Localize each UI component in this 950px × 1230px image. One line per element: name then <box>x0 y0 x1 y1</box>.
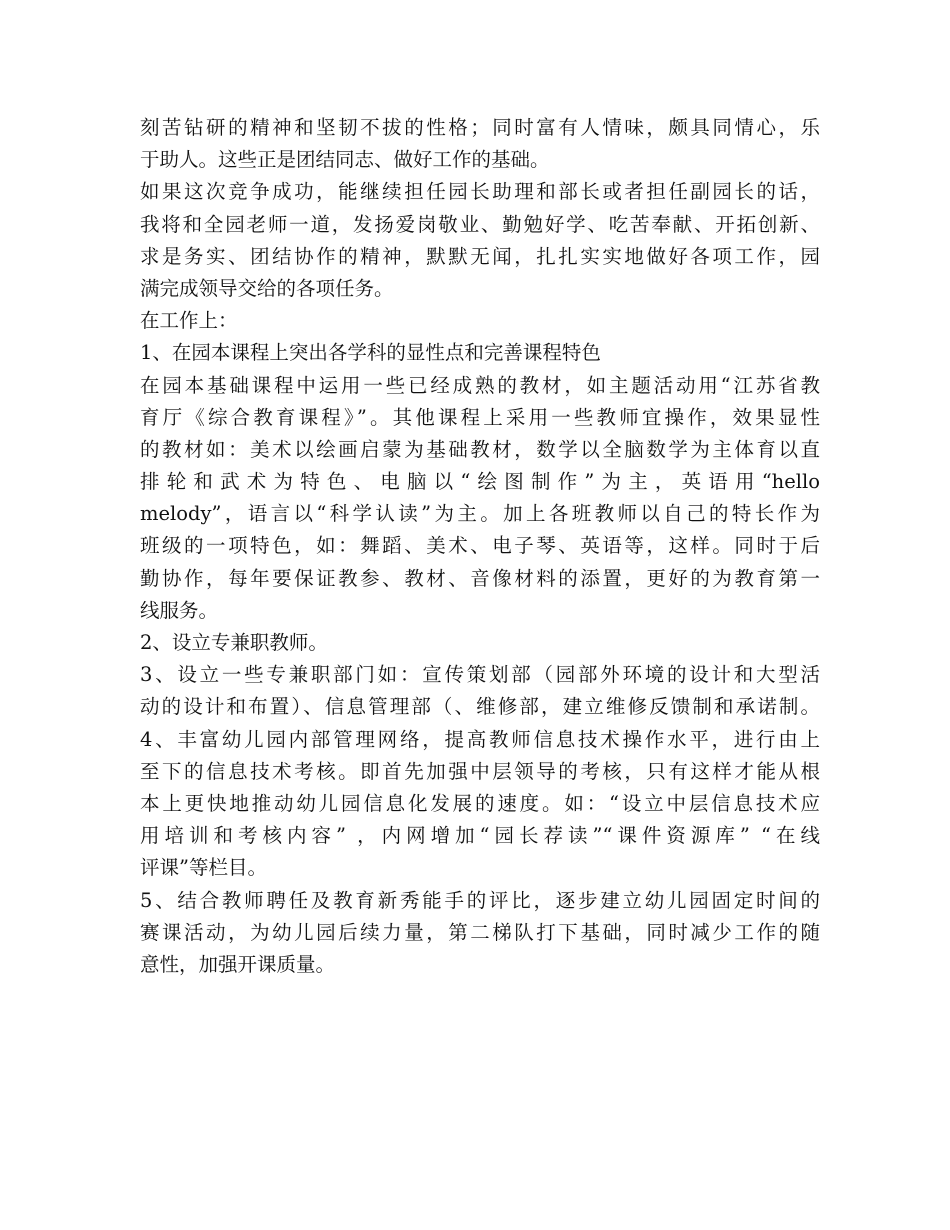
text-line: 排轮和武术为特色、电脑以“绘图制作”为主，英语用“hello <box>140 470 820 494</box>
text-line: 在园本基础课程中运用一些已经成熟的教材，如主题活动用“江苏省教 <box>140 373 820 397</box>
text-line: 育厅《综合教育课程》”。其他课程上采用一些教师宜操作，效果显性 <box>140 405 820 429</box>
section-heading: 在工作上： <box>140 309 238 333</box>
text-line: 动的设计和布置）、信息管理部（、维修部，建立维修反馈制和承诺制。 <box>140 695 820 719</box>
text-line: 本上更快地推动幼儿园信息化发展的速度。如：“设立中层信息技术应 <box>140 791 820 815</box>
list-item: 5、结合教师聘任及教育新秀能手的评比，逐步建立幼儿园固定时间的 <box>140 888 820 912</box>
text-line: 评课”等栏目。 <box>140 856 267 880</box>
text-line: 勤协作，每年要保证教参、教材、音像材料的添置，更好的为教育第一 <box>140 566 820 590</box>
text-line: 用培训和考核内容” ，内网增加“园长荐读”“课件资源库” “在线 <box>140 824 820 848</box>
text-line: 如果这次竞争成功，能继续担任园长助理和部长或者担任副园长的话， <box>140 180 820 204</box>
text-line: 的教材如：美术以绘画启蒙为基础教材，数学以全脑数学为主体育以直 <box>140 437 820 461</box>
text-line: 线服务。 <box>140 598 219 622</box>
list-item: 3、设立一些专兼职部门如：宣传策划部（园部外环境的设计和大型活 <box>140 663 820 687</box>
text-line: 我将和全园老师一道，发扬爱岗敬业、勤勉好学、吃苦奉献、开拓创新、 <box>140 212 820 236</box>
text-line: melody”，语言以“科学认读”为主。加上各班教师以自己的特长作为 <box>140 502 820 526</box>
text-line: 于助人。这些正是团结同志、做好工作的基础。 <box>140 148 550 172</box>
text-line: 满完成领导交给的各项任务。 <box>140 276 394 300</box>
text-line: 至下的信息技术考核。即首先加强中层领导的考核，只有这样才能从根 <box>140 759 820 783</box>
list-item-heading: 1、在园本课程上突出各学科的显性点和完善课程特色 <box>140 341 601 365</box>
list-item: 2、设立专兼职教师。 <box>140 631 328 654</box>
text-line: 刻苦钻研的精神和坚韧不拔的性格；同时富有人情味，颇具同情心，乐 <box>140 116 820 139</box>
list-item: 4、丰富幼儿园内部管理网络，提高教师信息技术操作水平，进行由上 <box>140 727 820 751</box>
document-body <box>140 112 820 981</box>
text-line: 赛课活动，为幼儿园后续力量，第二梯队打下基础，同时减少工作的随 <box>140 920 820 944</box>
text-line: 求是务实、团结协作的精神，默默无闻，扎扎实实地做好各项工作，园 <box>140 244 820 268</box>
text-line: 意性，加强开课质量。 <box>140 952 336 976</box>
text-line: 班级的一项特色，如：舞蹈、美术、电子琴、英语等，这样。同时于后 <box>140 534 820 558</box>
